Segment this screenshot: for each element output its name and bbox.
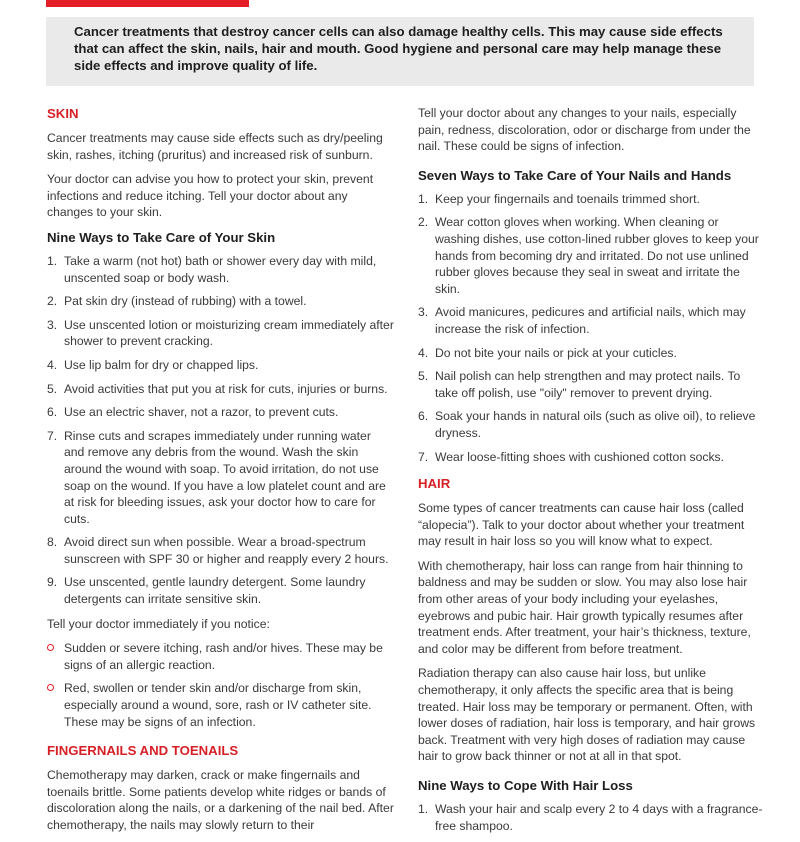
nails-subheading: Seven Ways to Take Care of Your Nails and Hands	[418, 167, 732, 183]
hair-heading: HAIR	[418, 476, 451, 492]
list-item: 9. Use unscented, gentle laundry detergent. Some laundry detergents can irritate sensitive skin.	[47, 575, 366, 607]
warning-bullet-list	[47, 640, 394, 730]
list-item: 2. Pat skin dry (instead of rubbing) with a towel.	[47, 294, 307, 309]
list-item: 6. Use an electric shaver, not a razor, to prevent cuts.	[47, 405, 339, 420]
skin-care-list	[47, 253, 394, 608]
list-item: 6. Soak your hands in natural oils (such as olive oil), to relieve dryness.	[418, 409, 756, 440]
skin-notice: Tell your doctor immediately if you notice:	[47, 616, 270, 631]
bullet-icon	[47, 644, 54, 651]
list-item: 7. Rinse cuts and scrapes immediately under running water and remove any debris from the wound. Wash the skin around the wound with soap. To avoid irritation, do not use soap on the wound. If you have a low platelet count and are at risk for bleeding issues, ask your doctor how to care for cuts.	[47, 428, 386, 526]
nails-paragraph-1: Chemotherapy may darken, crack or make fingernails and toenails brittle. Some patients develop white ridges or bands of discoloration along the nails, or a darkening of the nail bed. After chemotherapy, the nails may slowly return to their	[47, 768, 394, 832]
skin-heading: SKIN	[47, 106, 79, 121]
nails-care-list	[418, 191, 763, 465]
list-item: 4. Do not bite your nails or pick at your cuticles.	[418, 345, 677, 360]
skin-paragraph-2: Your doctor can advise you how to protect your skin, prevent infections and reduce itching. Tell your doctor about any changes to your skin.	[47, 172, 374, 220]
list-item: 7. Wear loose-fitting shoes with cushioned cotton socks.	[418, 449, 725, 464]
bullet-icon	[47, 684, 54, 691]
list-item: 4. Use lip balm for dry or chapped lips.	[47, 357, 259, 372]
hair-paragraph-1: Some types of cancer treatments can cause hair loss (called “alopecia”). Talk to your doctor about whether your treatment may result in hair loss so you will know what to expect.	[418, 501, 745, 549]
intro-callout	[46, 17, 754, 86]
list-item: Sudden or severe itching, rash and/or hives. These may be signs of an allergic reaction.	[47, 640, 394, 673]
header-accent-bar	[46, 0, 249, 7]
list-item: 3. Use unscented lotion or moisturizing cream immediately after shower to prevent cracking.	[47, 317, 394, 349]
right-column	[418, 105, 763, 842]
skin-subheading: Nine Ways to Take Care of Your Skin	[47, 229, 276, 245]
intro-text: Cancer treatments that destroy cancer cells can also damage healthy cells. This may cause side effects that can affect the skin, nails, hair and mouth. Good hygiene and personal care may help manage these side effects and improve quality of life.	[74, 24, 723, 73]
hair-paragraph-2: With chemotherapy, hair loss can range from hair thinning to baldness and may be sudden or slow. You may also lose hair from other areas of your body including your eyelashes, eyebrows and pubic hair. Hair growth typically resumes after treatment ends. After treatment, your hair’s thickness, texture, and color may be different from before treatment.	[418, 558, 751, 656]
list-item: 1. Keep your fingernails and toenails trimmed short.	[418, 191, 700, 206]
list-item: Red, swollen or tender skin and/or discharge from skin, especially around a wound, sore, rash or IV catheter site. These may be signs of an infection.	[47, 680, 394, 730]
list-item: 1. Take a warm (not hot) bath or shower every day with mild, unscented soap or body wash.	[47, 253, 377, 285]
list-item: 5. Avoid activities that put you at risk for cuts, injuries or burns.	[47, 381, 388, 396]
nails-paragraph-2: Tell your doctor about any changes to your nails, especially pain, redness, discoloration, odor or discharge from under the nail. These could be signs of infection.	[418, 106, 751, 154]
hair-coping-list	[418, 801, 763, 834]
list-item: 5. Nail polish can help strengthen and may protect nails. To take off polish, use "oily" remover to prevent drying.	[418, 369, 741, 400]
list-item: 2. Wear cotton gloves when working. When cleaning or washing dishes, use cotton-lined rubber gloves to keep your hands from becoming dry and irritated. Do not use unlined rubber gloves because they seal in sweat and irritate the skin.	[418, 215, 759, 296]
list-item: 8. Avoid direct sun when possible. Wear a broad-spectrum sunscreen with SPF 30 or higher and reapply every 2 hours.	[47, 535, 389, 566]
list-item: 3. Avoid manicures, pedicures and artificial nails, which may increase the risk of infection.	[418, 305, 746, 336]
hair-subheading: Nine Ways to Cope With Hair Loss	[418, 778, 633, 793]
left-column	[47, 105, 394, 842]
skin-paragraph-1: Cancer treatments may cause side effects such as dry/peeling skin, rashes, itching (pruritus) and increased risk of sunburn.	[47, 131, 383, 162]
list-item: 1. Wash your hair and scalp every 2 to 4 days with a fragrance-free shampoo.	[418, 802, 763, 833]
nails-heading: FINGERNAILS AND TOENAILS	[47, 743, 239, 759]
hair-paragraph-3: Radiation therapy can also cause hair loss, but unlike chemotherapy, it only affects the specific area that is being treated. Hair loss may be temporary or permanent. Often, with lower doses of radiation, hair loss is temporary, and hair grows back. Treatment with very high doses of radiation may cause hair to grow back thinner or not at all in that spot.	[418, 666, 756, 764]
